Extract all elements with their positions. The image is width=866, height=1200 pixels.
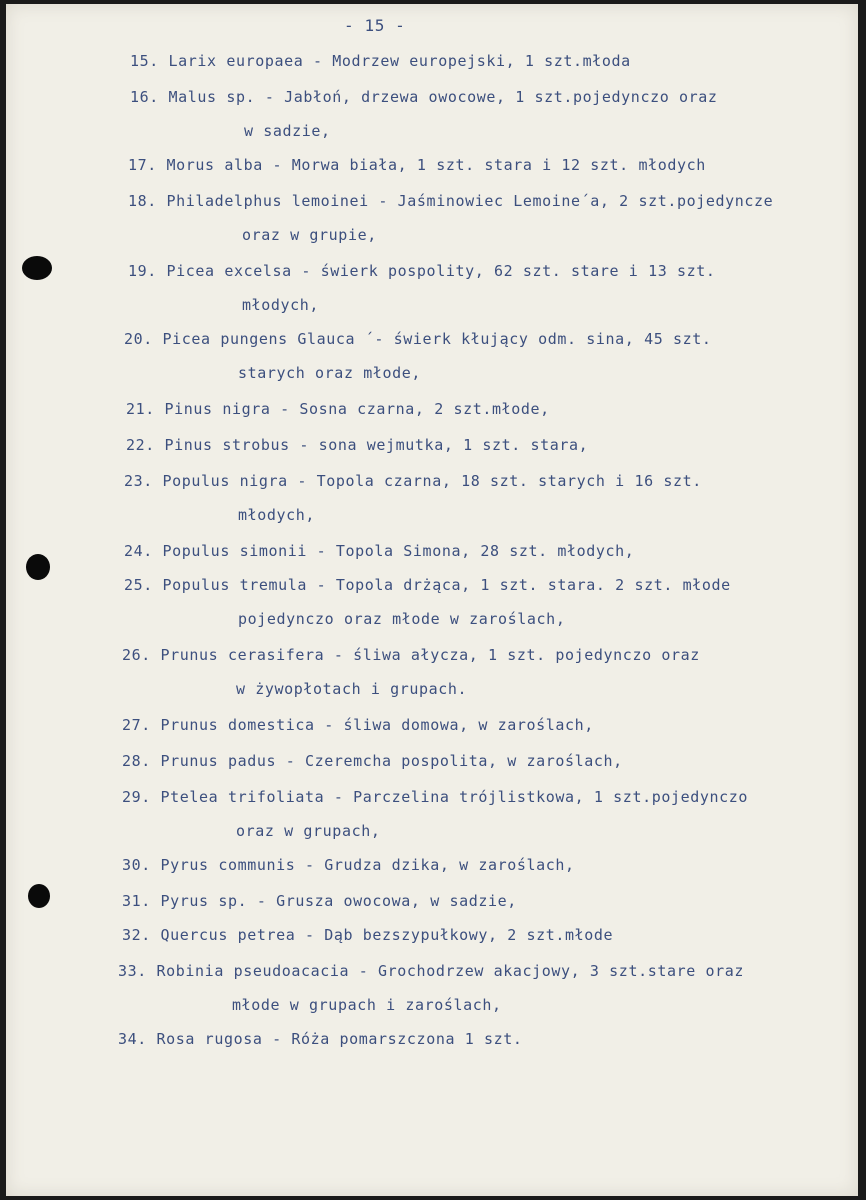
entry-line: [122, 752, 623, 770]
entry-number: 25.: [124, 576, 163, 594]
entry-number: 17.: [128, 156, 167, 174]
entry-line: [122, 646, 700, 664]
entry-continuation-line: oraz w grupie,: [242, 226, 377, 244]
entry-line: [122, 856, 575, 874]
entry-number: 32.: [122, 926, 161, 944]
entry-line: [130, 88, 717, 106]
entry-continuation-line: młodych,: [242, 296, 320, 314]
entry-number: 34.: [118, 1030, 157, 1048]
entry-text: Pyrus sp. - Grusza owocowa, w sadzie,: [160, 892, 517, 910]
entry-number: 19.: [128, 262, 167, 280]
entry-line: [128, 156, 706, 174]
entry-continuation-line: starych oraz młode,: [238, 364, 421, 382]
entry-text: Malus sp. - Jabłoń, drzewa owocowe, 1 szt.pojedynczo oraz: [168, 88, 718, 106]
entry-line: [118, 1030, 523, 1048]
entry-number: 20.: [124, 330, 163, 348]
entry-line: [124, 542, 634, 560]
entry-number: 22.: [126, 436, 165, 454]
entry-text: Pinus nigra - Sosna czarna, 2 szt.młode,: [164, 400, 550, 418]
entry-continuation-line: pojedynczo oraz młode w zaroślach,: [238, 610, 566, 628]
entry-line: [130, 52, 631, 70]
document-page: [6, 4, 858, 1196]
entry-text: Prunus domestica - śliwa domowa, w zaroślach,: [160, 716, 594, 734]
entry-number: 26.: [122, 646, 161, 664]
entry-number: 30.: [122, 856, 161, 874]
entry-text: Morus alba - Morwa biała, 1 szt. stara i 12 szt. młodych: [166, 156, 706, 174]
entry-number: 28.: [122, 752, 161, 770]
entry-line: [128, 192, 773, 210]
punch-hole-top: [22, 256, 52, 280]
entry-text: Populus nigra - Topola czarna, 18 szt. starych i 16 szt.: [162, 472, 702, 490]
entry-number: 24.: [124, 542, 163, 560]
entry-text: Rosa rugosa - Róża pomarszczona 1 szt.: [156, 1030, 523, 1048]
entry-number: 29.: [122, 788, 161, 806]
punch-hole-bottom: [28, 884, 50, 908]
entry-text: Prunus cerasifera - śliwa ałycza, 1 szt. pojedynczo oraz: [160, 646, 700, 664]
entry-line: [126, 436, 588, 454]
entry-continuation-line: młodych,: [238, 506, 316, 524]
entry-text: Prunus padus - Czeremcha pospolita, w zaroślach,: [160, 752, 623, 770]
entry-list: [6, 4, 858, 1196]
entry-line: [124, 576, 731, 594]
punch-hole-middle: [26, 554, 50, 580]
entry-number: 21.: [126, 400, 165, 418]
entry-number: 16.: [130, 88, 169, 106]
entry-line: [122, 716, 594, 734]
entry-line: [122, 892, 517, 910]
entry-continuation-line: oraz w grupach,: [236, 822, 381, 840]
entry-line: [124, 472, 702, 490]
entry-text: Populus simonii - Topola Simona, 28 szt. młodych,: [162, 542, 635, 560]
entry-text: Ptelea trifoliata - Parczelina trójlistkowa, 1 szt.pojedynczo: [160, 788, 749, 806]
entry-number: 18.: [128, 192, 167, 210]
entry-continuation-line: młode w grupach i zaroślach,: [232, 996, 502, 1014]
page-number: - 15 -: [344, 16, 406, 35]
entry-number: 23.: [124, 472, 163, 490]
entry-text: Picea excelsa - świerk pospolity, 62 szt. stare i 13 szt.: [166, 262, 716, 280]
entry-text: Quercus petrea - Dąb bezszypułkowy, 2 szt.młode: [160, 926, 614, 944]
entry-line: [128, 262, 715, 280]
entry-line: [122, 788, 748, 806]
entry-text: Picea pungens Glauca ´- świerk kłujący odm. sina, 45 szt.: [162, 330, 712, 348]
entry-line: [124, 330, 711, 348]
entry-line: [126, 400, 550, 418]
entry-text: Larix europaea - Modrzew europejski, 1 szt.młoda: [168, 52, 631, 70]
entry-text: Philadelphus lemoinei - Jaśminowiec Lemoine´a, 2 szt.pojedyncze: [166, 192, 774, 210]
entry-text: Populus tremula - Topola drżąca, 1 szt. stara. 2 szt. młode: [162, 576, 731, 594]
entry-text: Robinia pseudoacacia - Grochodrzew akacjowy, 3 szt.stare oraz: [156, 962, 745, 980]
entry-number: 31.: [122, 892, 161, 910]
entry-text: Pinus strobus - sona wejmutka, 1 szt. stara,: [164, 436, 589, 454]
entry-continuation-line: w żywopłotach i grupach.: [236, 680, 468, 698]
entry-line: [122, 926, 613, 944]
entry-number: 33.: [118, 962, 157, 980]
entry-continuation-line: w sadzie,: [244, 122, 331, 140]
entry-number: 27.: [122, 716, 161, 734]
entry-number: 15.: [130, 52, 169, 70]
entry-text: Pyrus communis - Grudza dzika, w zaroślach,: [160, 856, 575, 874]
entry-line: [118, 962, 744, 980]
